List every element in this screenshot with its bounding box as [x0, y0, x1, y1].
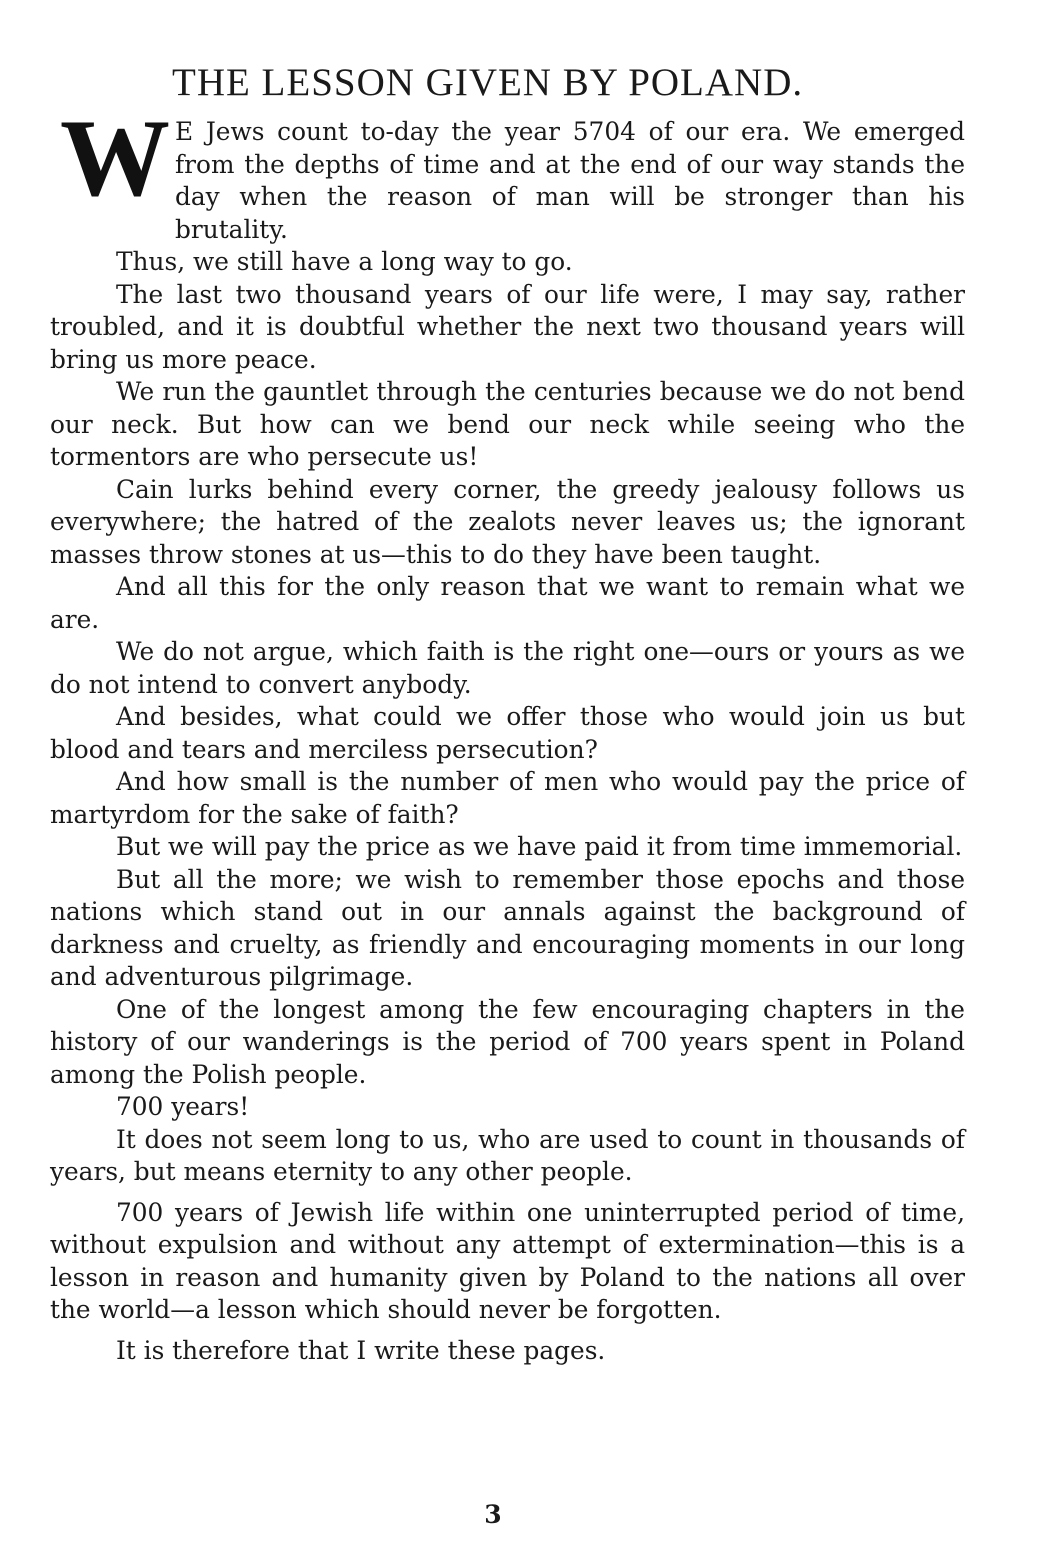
paragraph-6: And all this for the only reason that we want to remain what we are.: [50, 572, 965, 634]
paragraph-9: And how small is the number of men who would pay the price of martyrdom for the sake of faith?: [50, 767, 965, 829]
paragraph-16: It is therefore that I write these pages.: [116, 1335, 606, 1365]
paragraph-2: Thus, we still have a long way to go.: [116, 247, 573, 276]
paragraph-15: 700 years of Jewish life within one uninterrupted period of time, without expulsion and without any attempt of extermination—this is a lesson in reason and humanity given by Poland to the nations all over the world—a lesson which should never be forgotten.: [50, 1197, 965, 1324]
paragraph-7: We do not argue, which faith is the right one—ours or yours as we do not intend to convert anybody.: [50, 637, 965, 699]
paragraph-10: But we will pay the price as we have paid it from time immemorial.: [116, 832, 963, 861]
paragraph-1: E Jews count to-day the year 5704 of our era. We emerged from the depths of time and at the end of our way stands the day when the reason of man will be stronger than his brutality.: [175, 117, 965, 244]
paragraph-11: But all the more; we wish to remember those epochs and those nations which stand out in our annals against the background of darkness and cruelty, as friendly and encouraging moments in our long and adventurous pilgrimage.: [50, 864, 965, 991]
paragraph-13: 700 years!: [116, 1092, 250, 1121]
paragraph-14: It does not seem long to us, who are used to count in thousands of years, but means eternity to any other people.: [50, 1124, 965, 1186]
paragraph-5: Cain lurks behind every corner, the greedy jealousy follows us everywhere; the hatred of the zealots never leaves us; the ignorant masses throw stones at us—this to do they have been taught.: [50, 474, 965, 569]
page-title: THE LESSON GIVEN BY POLAND.: [172, 61, 804, 104]
paragraph-3: The last two thousand years of our life were, I may say, rather troubled, and it is doubtful whether the next two thousand years will bring us more peace.: [50, 279, 965, 374]
drop-cap: W: [60, 97, 170, 219]
paragraph-8: And besides, what could we offer those who would join us but blood and tears and merciless persecution?: [50, 702, 965, 764]
paragraph-4: We run the gauntlet through the centuries because we do not bend our neck. But how can we bend our neck while seeing who the tormentors are who persecute us!: [50, 377, 965, 471]
body-text: [50, 116, 965, 1367]
page-number: 3: [484, 1500, 502, 1529]
paragraph-12: One of the longest among the few encouraging chapters in the history of our wanderings is the period of 700 years spent in Poland among the Polish people.: [50, 994, 965, 1089]
